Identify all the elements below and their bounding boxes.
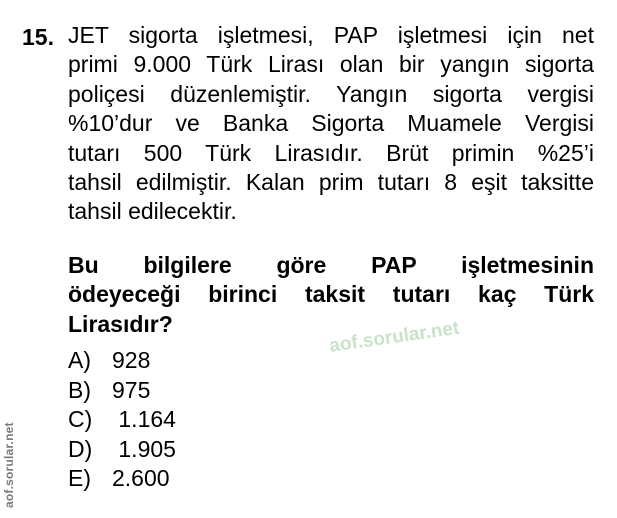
stem-line: poliçesi düzenlemiştir. Yangın sigorta vergisi [68,80,594,107]
option-value: 1.164 [112,406,176,432]
stem-line: primi 9.000 Türk Lirası olan bir yangın sigorta [68,51,594,78]
option-letter: A) [68,347,91,373]
answer-option-c[interactable] [68,405,176,435]
watermark-side: aof.sorular.net [2,422,16,508]
option-letter: E) [68,465,91,491]
answer-option-e[interactable] [68,464,176,494]
prompt-line: Bu bilgilere göre PAP işletmesinin [68,252,594,278]
option-letter: B) [68,376,91,403]
stem-line: JET sigorta işletmesi, PAP işletmesi için net [68,22,594,48]
stem-line: tahsil edilmiştir. Kalan prim tutarı 8 eşit taksitte [68,169,594,196]
answer-options [68,346,176,494]
option-value: 1.905 [112,435,176,462]
stem-line: tutarı 500 Türk Lirasıdır. Brüt primin %25’i [68,139,594,166]
option-value: 975 [112,376,151,403]
question-prompt [68,251,594,339]
option-letter: D) [68,435,93,462]
option-value: 2.600 [112,465,170,491]
watermark-main: aof.sorular.net [328,317,461,357]
option-letter: C) [68,406,93,432]
answer-option-a[interactable] [68,346,176,376]
answer-option-d[interactable] [68,435,176,465]
option-value: 928 [112,347,151,373]
stem-line: %10’dur ve Banka Sigorta Muamele Vergisi [68,110,594,137]
question-stem [68,21,594,227]
question-number: 15. [22,24,54,50]
prompt-line: Lirasıdır? [68,310,173,337]
answer-option-b[interactable] [68,376,176,406]
stem-line: tahsil edilecektir. [68,198,237,225]
prompt-line: ödeyeceği birinci taksit tutarı kaç Türk [68,281,594,308]
